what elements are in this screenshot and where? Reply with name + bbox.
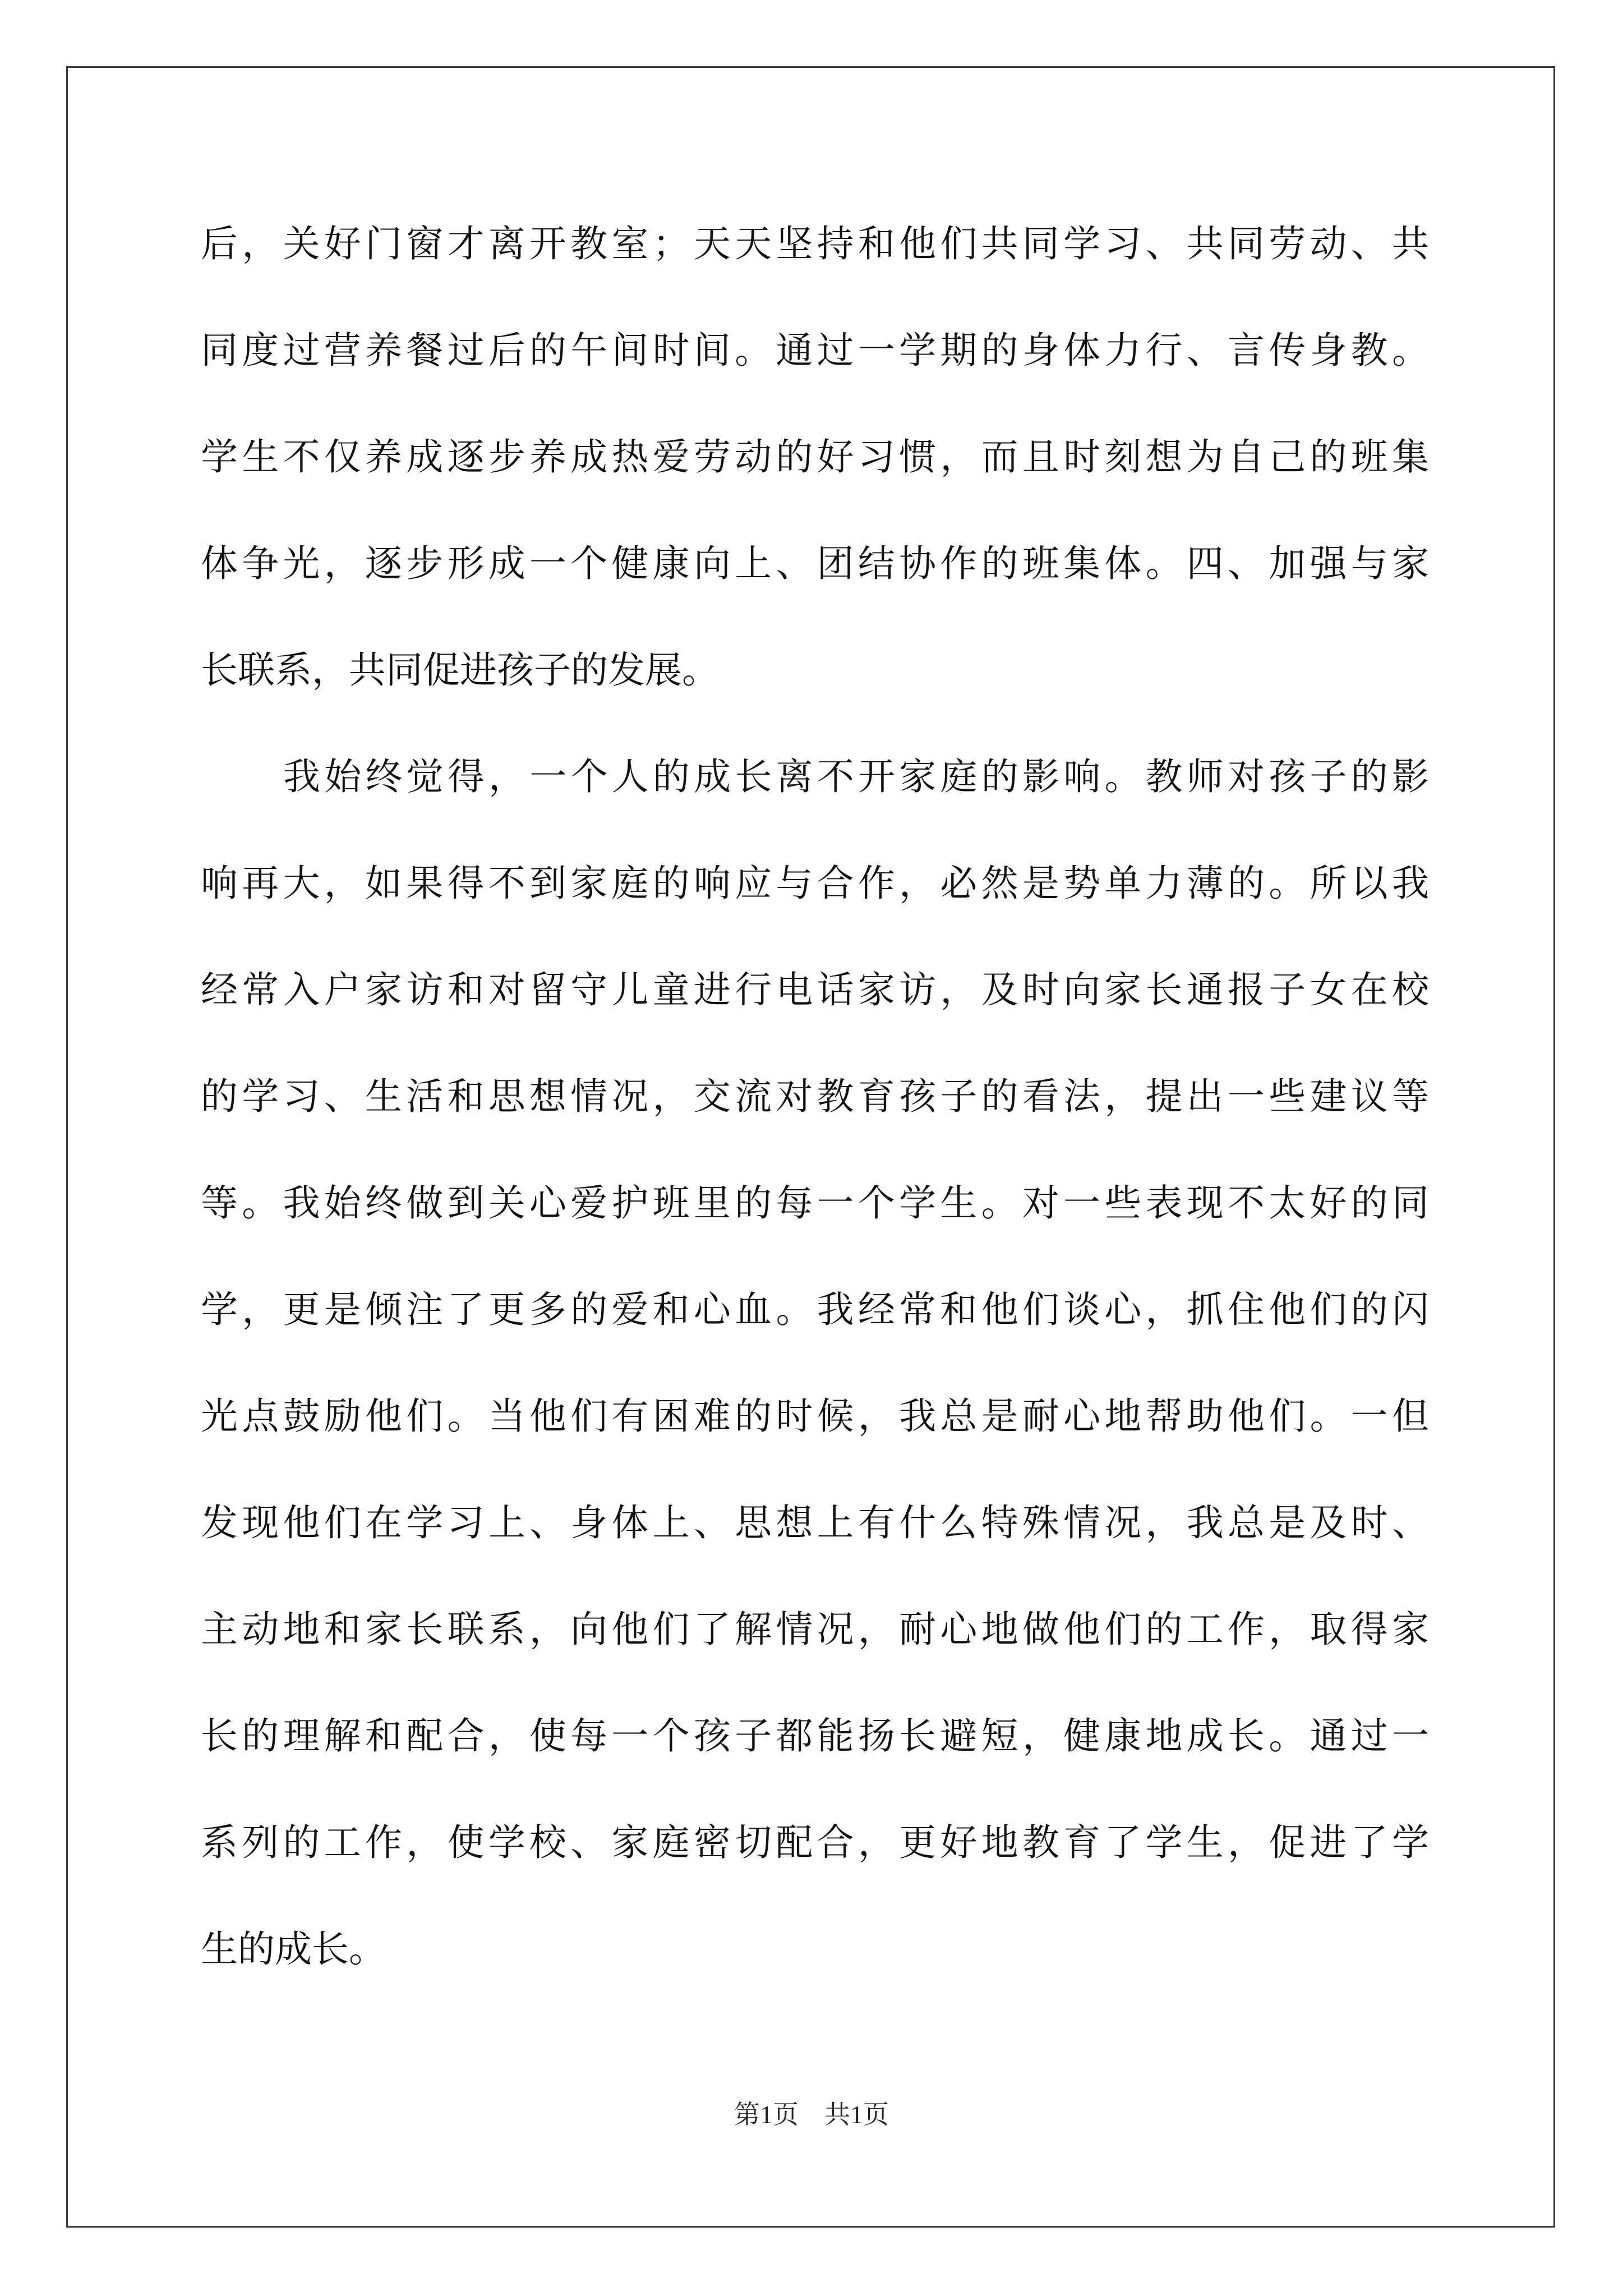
text-line: 同度过营养餐过后的午间时间。通过一学期的身体力行、言传身教。 (201, 329, 1429, 372)
page-footer (0, 2098, 1623, 2132)
page-border (66, 66, 1555, 2228)
text-line: 经常入户家访和对留守儿童进行电话家访，及时向家长通报子女在校 (201, 968, 1429, 1011)
text-line: 学生不仅养成逐步养成热爱劳动的好习惯，而且时刻想为自己的班集 (201, 435, 1429, 478)
text-line: 后，关好门窗才离开教室；天天坚持和他们共同学习、共同劳动、共 (201, 222, 1429, 265)
text-line: 系列的工作，使学校、家庭密切配合，更好地教育了学生，促进了学 (201, 1821, 1429, 1864)
text-line: 主动地和家长联系，向他们了解情况，耐心地做他们的工作，取得家 (201, 1608, 1429, 1651)
text-line: 光点鼓励他们。当他们有困难的时候，我总是耐心地帮助他们。一但 (201, 1395, 1429, 1438)
text-line: 等。我始终做到关心爱护班里的每一个学生。对一些表现不太好的同 (201, 1181, 1429, 1225)
page-number-label: 第1页 共1页 (734, 2100, 889, 2129)
text-line: 长的理解和配合，使每一个孩子都能扬长避短，健康地成长。通过一 (201, 1714, 1429, 1757)
text-line: 长联系，共同促进孩子的发展。 (201, 648, 719, 692)
text-line: 体争光，逐步形成一个健康向上、团结协作的班集体。四、加强与家 (201, 542, 1429, 585)
text-line: 生的成长。 (201, 1927, 386, 1971)
text-line: 响再大，如果得不到家庭的响应与合作，必然是势单力薄的。所以我 (201, 862, 1429, 905)
text-line: 发现他们在学习上、身体上、思想上有什么特殊情况，我总是及时、 (201, 1501, 1429, 1544)
text-line: 的学习、生活和思想情况，交流对教育孩子的看法，提出一些建议等 (201, 1075, 1429, 1118)
text-line: 学，更是倾注了更多的爱和心血。我经常和他们谈心，抓住他们的闪 (201, 1288, 1429, 1331)
text-line: 我始终觉得，一个人的成长离不开家庭的影响。教师对孩子的影 (283, 755, 1429, 798)
